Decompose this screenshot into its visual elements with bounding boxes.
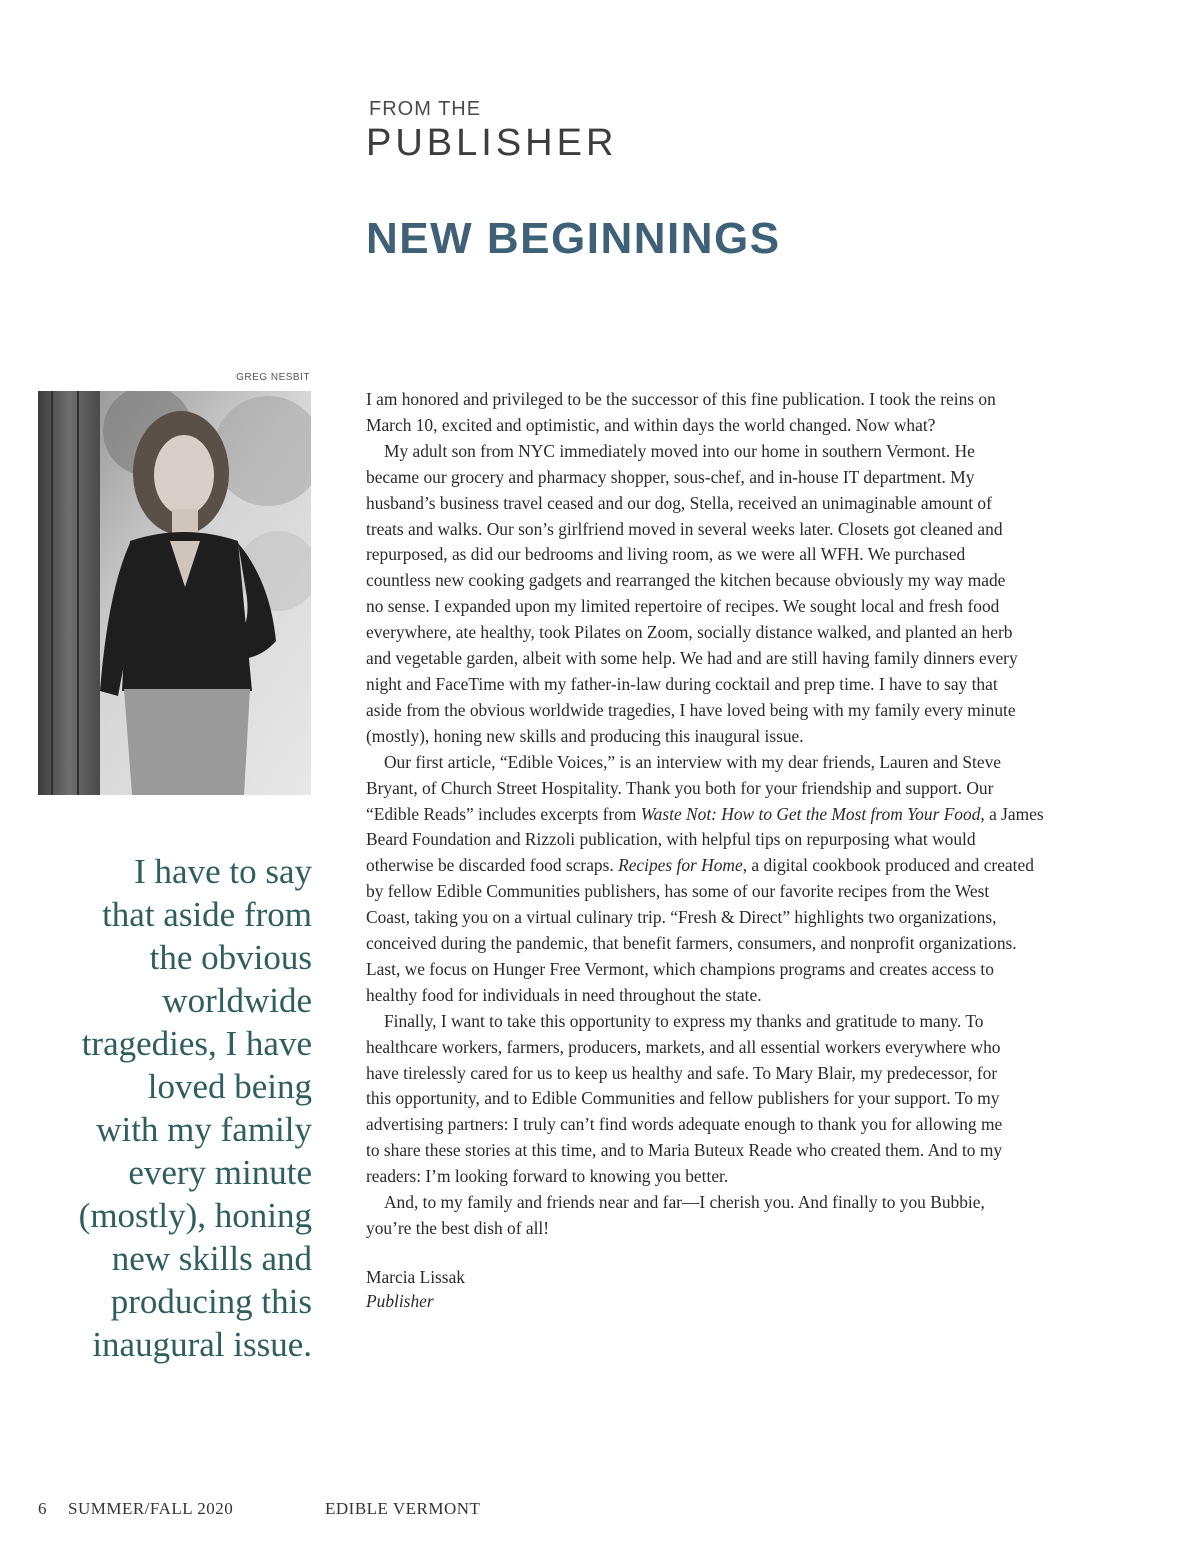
pull-quote-line: loved being [147,1067,312,1106]
body-line: you’re the best dish of all! [366,1218,550,1238]
pull-quote-line: worldwide [162,981,312,1020]
body-line: healthcare workers, farmers, producers, markets, and all essential workers everywhere who [366,1036,1001,1057]
article-headline: NEW BEGINNINGS [366,214,781,263]
pull-quote-line: every minute [128,1153,312,1192]
body-paragraph-4 [366,1009,1092,1190]
pull-quote-line: producing this [110,1282,312,1321]
photo-credit: GREG NESBIT [236,372,310,383]
body-line [366,802,1092,828]
body-line: and vegetable garden, albeit with some help. We had and are still having family dinners every [366,648,1018,669]
footer-issue: SUMMER/FALL 2020 [68,1499,234,1518]
book-title-waste-not: Waste Not: How to Get the Most from Your Food [640,803,981,824]
article-body [366,387,1092,1242]
book-title-recipes-for-home: Recipes for Home [618,855,743,876]
body-line: night and FaceTime with my father-in-law during cocktail and prep time. I have to say that [366,673,998,694]
footer-page-number: 6 [38,1499,47,1518]
body-line: treats and walks. Our son’s girlfriend moved in several weeks later. Closets got cleaned and [366,518,1003,539]
body-line: Beard Foundation and Rizzoli publication, with helpful tips on repurposing what would [366,829,976,850]
body-text: , a digital cookbook produced and created [742,855,1034,876]
body-line: became our grocery and pharmacy shopper, sous-chef, and in-house IT department. My [366,466,975,487]
body-line: My adult son from NYC immediately moved into our home in southern Vermont. He [384,440,975,461]
body-paragraph-2 [366,439,1092,750]
pull-quote-line: (mostly), honing [78,1196,312,1235]
section-title: PUBLISHER [366,122,618,164]
body-text: otherwise be discarded food scraps. [366,855,619,876]
body-line: have tirelessly cared for us to keep us healthy and safe. To Mary Blair, my predecessor, for [366,1062,998,1083]
body-line: repurposed, as did our bedrooms and living room, as we were all WFH. We purchased [366,544,966,565]
body-line: healthy food for individuals in need throughout the state. [366,984,762,1005]
body-line: conceived during the pandemic, that benefit farmers, consumers, and nonprofit organizations. [366,933,1017,954]
body-paragraph-1 [366,387,1092,439]
pull-quote-line: with my family [96,1110,312,1149]
pull-quote-line: new skills and [111,1239,312,1278]
pull-quote-line: the obvious [149,938,312,977]
pull-quote-line: I have to say [134,852,312,891]
signature-block [366,1265,465,1313]
body-line: this opportunity, and to Edible Communities and fellow publishers for your support. To my [366,1088,1000,1109]
body-line: to share these stories at this time, and to Maria Buteux Reade who created them. And to my [366,1140,1003,1161]
body-line: countless new cooking gadgets and rearranged the kitchen because obviously my way made [366,570,1006,591]
body-line [366,853,1092,879]
body-text: “Edible Reads” includes excerpts from [366,803,641,824]
body-paragraph-3 [366,750,1092,1009]
body-line: by fellow Edible Communities publishers, has some of our favorite recipes from the West [366,881,990,902]
section-kicker: FROM THE [369,98,482,120]
body-line: no sense. I expanded upon my limited repertoire of recipes. We sought local and fresh food [366,596,1000,617]
body-line: husband’s business travel ceased and our dog, Stella, received an unimaginable amount of [366,492,992,513]
body-line: aside from the obvious worldwide tragedies, I have loved being with my family every minute [366,699,1016,720]
body-paragraph-5 [366,1190,1092,1242]
body-line: Last, we focus on Hunger Free Vermont, which champions programs and creates access to [366,958,994,979]
pull-quote [40,850,312,1366]
body-line: Finally, I want to take this opportunity to express my thanks and gratitude to many. To [384,1010,984,1031]
body-line: Our first article, “Edible Voices,” is an interview with my dear friends, Lauren and Steve [384,751,1002,772]
body-line: advertising partners: I truly can’t find words adequate enough to thank you for allowing me [366,1114,1003,1135]
body-line: Coast, taking you on a virtual culinary trip. “Fresh & Direct” highlights two organizations, [366,907,997,928]
body-line: March 10, excited and optimistic, and within days the world changed. Now what? [366,414,936,435]
signature-name: Marcia Lissak [366,1267,465,1287]
footer-magazine: EDIBLE VERMONT [325,1499,481,1518]
pull-quote-line: tragedies, I have [81,1024,312,1063]
body-line: readers: I’m looking forward to knowing you better. [366,1166,729,1187]
publisher-photo [38,391,311,795]
body-line: I am honored and privileged to be the successor of this fine publication. I took the reins on [366,389,996,409]
body-text: , a James [980,803,1044,824]
publisher-portrait-image [38,391,311,795]
pull-quote-line: that aside from [102,895,312,934]
body-line: (mostly), honing new skills and producing this inaugural issue. [366,725,804,746]
body-line: And, to my family and friends near and far—I cherish you. And finally to you Bubbie, [384,1192,985,1213]
body-line: Bryant, of Church Street Hospitality. Thank you both for your friendship and support. Our [366,777,994,798]
body-line: everywhere, ate healthy, took Pilates on Zoom, socially distance walked, and planted an herb [366,622,1013,643]
signature-role: Publisher [366,1291,434,1311]
pull-quote-line: inaugural issue. [92,1325,312,1364]
